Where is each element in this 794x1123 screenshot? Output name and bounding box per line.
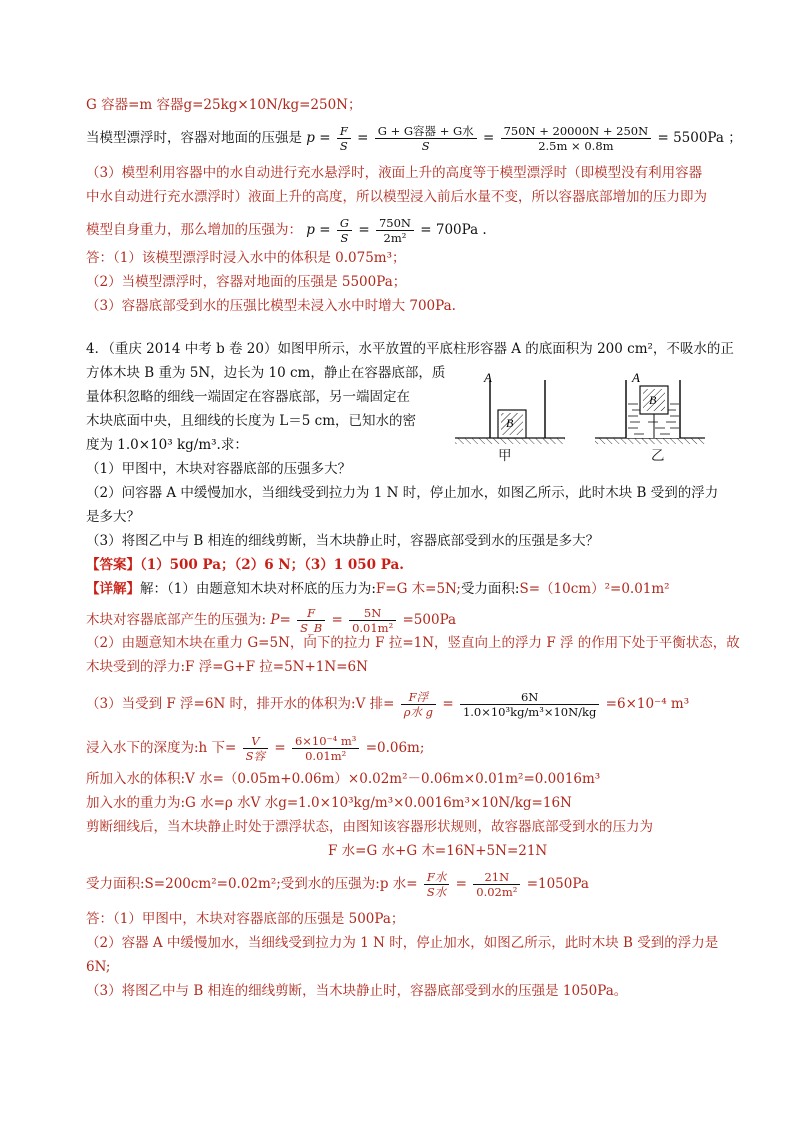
- fraction-values: $\frac{5N}{\text{0.01m²}}$: [349, 606, 396, 635]
- solution-line2: [86, 606, 456, 635]
- text: 浸入水下的深度为:h 下=: [86, 740, 237, 756]
- result: =6×10⁻⁴ m³: [605, 696, 690, 712]
- part3-line2: 中水自动进行充水漂浮时）液面上升的高度，所以模型浸入前后水量不变，所以容器底部增加的压力即为: [86, 189, 707, 205]
- solution-line6: [86, 734, 424, 763]
- question4-line5: 度为 1.0×10³ kg/m³.求：: [86, 437, 248, 453]
- question4-sub2-cont: 是多大？: [86, 509, 140, 525]
- p-symbol: p =: [306, 130, 331, 146]
- question4-line3: 量体积忽略的细线一端固定在容器底部，另一端固定在: [86, 389, 410, 405]
- question4-line4: 木块底面中央，且细线的长度为 L＝5 cm，已知水的密: [86, 413, 416, 429]
- text: 木块对容器底部产生的压强为:: [86, 612, 267, 628]
- ground-left: [455, 438, 565, 444]
- eq: =: [358, 222, 370, 238]
- fraction-values: $\frac{21N}{\text{0.02m²}}$: [473, 870, 520, 899]
- label-a-right: A: [632, 370, 640, 385]
- text: 当模型漂浮时，容器对地面的压强是: [86, 130, 302, 146]
- part3-line1: （3）模型利用容器中的水自动进行充水悬浮时，液面上升的高度等于模型漂浮时（即模型没有利用容器: [86, 165, 703, 181]
- fraction-values: $\frac{750N}{\text{2m²}}$: [376, 216, 414, 245]
- solution-tag: 【详解】: [86, 581, 140, 597]
- question4-sub3: （3）将图乙中与 B 相连的细线剪断，当木块静止时，容器底部受到水的压强是多大？: [86, 533, 600, 549]
- fraction-values: $\frac{\text{6×10⁻⁴ m³}}{\text{0.01m²}}$: [292, 734, 359, 763]
- final-answer-line1: 答：（1）甲图中，木块对容器底部的压强是 500Pa；: [86, 911, 405, 927]
- answer-line3: （3）容器底部受到水的压强比模型未浸入水中时增大 700Pa.: [86, 298, 456, 314]
- text: 受力面积:S=200cm²=0.02m²;受到水的压强为:p 水=: [86, 876, 418, 892]
- eq: =: [455, 876, 467, 892]
- result: =1050Pa: [526, 876, 589, 892]
- p-symbol: p =: [306, 222, 331, 238]
- solution-line11: [86, 870, 589, 899]
- solution-line3: （2）由题意知木块在重力 G=5N，向下的拉力 F 拉=1N，竖直向上的浮力 F 浮 的作用下处于平衡状态，故: [86, 635, 740, 651]
- label-b-right: B: [649, 393, 657, 407]
- fraction-f-over-s: $\frac{\text{F水}}{\text{S水}}$: [424, 870, 449, 899]
- figure-jia: [455, 380, 565, 444]
- part3-line3: [86, 216, 487, 245]
- result: =500Pa: [402, 612, 457, 628]
- text: （3）当受到 F 浮=6N 时，排开水的体积为:V 排=: [86, 696, 395, 712]
- question4-line2: 方体木块 B 重为 5N，边长为 10 cm，静止在容器底部，质: [86, 365, 446, 381]
- fraction-values: $\frac{6N}{\text{1.0×10³kg/m³×10N/kg}}$: [460, 690, 599, 719]
- solution-line1: [86, 580, 670, 598]
- figure-yi: [595, 380, 705, 444]
- answer-line2: （2）当模型漂浮时，容器对地面的压强是 5500Pa；: [86, 274, 407, 290]
- result: = 700Pa .: [420, 222, 487, 238]
- label-a-left: A: [484, 370, 492, 385]
- answer-line1: 答：（1）该模型漂浮时浸入水中的体积是 0.075m³；: [86, 250, 406, 266]
- solution-line8: 加入水的重力为:G 水=ρ 水V 水g=1.0×10³kg/m³×0.0016m³×10N/kg=16N: [86, 795, 572, 811]
- solution-line5: [86, 690, 689, 719]
- p-symbol: P=: [270, 612, 291, 628]
- solution-line4: 木块受到的浮力:F 浮=G+F 拉=5N+1N=6N: [86, 659, 368, 675]
- final-answer-line2: （2）容器 A 中缓慢加水，当细线受到拉力为 1 N 时，停止加水，如图乙所示，此时木块 B 受到的浮力是: [86, 935, 719, 951]
- question4-sub1: （1）甲图中，木块对容器底部的压强多大？: [86, 461, 352, 477]
- force-value: F=G 木=5N;: [375, 581, 461, 597]
- solution-line9: 剪断细线后，当木块静止时处于漂浮状态，由图知该容器形状规则，故容器底部受到水的压力为: [86, 819, 653, 835]
- area-value: S=（10cm）²=0.01m²: [519, 581, 670, 597]
- label-b-left: B: [506, 416, 514, 430]
- gravity-container-line: G 容器=m 容器g=25kg×10N/kg=250N；: [86, 97, 362, 113]
- eq: =: [331, 612, 343, 628]
- text: 模型自身重力，那么增加的压强为：: [86, 222, 302, 238]
- question4-line1: 4．（重庆 2014 中考 b 卷 20）如图甲所示，水平放置的平底柱形容器 A 的底面积为 200 cm²，不吸水的正: [86, 341, 734, 357]
- floating-pressure-line: [86, 124, 742, 153]
- fraction-gsum-over-s: $\frac{\text{G + G容器 + G水}}{S}$: [375, 124, 477, 153]
- ground-right: [595, 438, 705, 444]
- fraction-v-over-s: $\frac{V}{\text{S容}}$: [243, 734, 268, 763]
- experiment-figure: [450, 360, 710, 460]
- fraction-g-over-s: $\frac{G}{S}$: [337, 216, 352, 245]
- result: = 5500Pa ；: [657, 130, 742, 146]
- fraction-values: $\frac{750N + 20000N + 250N}{2.5m \times 0.8m}$: [501, 124, 652, 153]
- caption-yi: 乙: [651, 448, 665, 464]
- final-answer-line2-cont: 6N;: [86, 959, 111, 975]
- solution-line10: F 水=G 水+G 木=16N+5N=21N: [328, 843, 548, 859]
- answer-summary: 【答案】（1）500 Pa；（2）6 N；（3）1 050 Pa.: [86, 557, 404, 573]
- fraction-f-over-sb: $\frac{F}{S\_B}$: [297, 606, 325, 635]
- fraction-buoyancy-over-rho-g: $\frac{\text{F浮}}{\text{ρ水 g}}$: [401, 690, 436, 719]
- solution-line7: 所加入水的体积:V 水=（0.05m+0.06m）×0.02m²－0.06m×0.01m²=0.0016m³: [86, 771, 601, 787]
- question4-sub2: （2）问容器 A 中缓慢加水，当细线受到拉力为 1 N 时，停止加水，如图乙所示，此时木块 B 受到的浮力: [86, 485, 719, 501]
- eq: =: [357, 130, 369, 146]
- text: 解：（1）由题意知木块对杯底的压力为:: [140, 581, 376, 597]
- caption-jia: 甲: [498, 448, 512, 464]
- result: =0.06m;: [365, 740, 425, 756]
- text: 受力面积:: [460, 581, 520, 597]
- eq: =: [482, 130, 495, 146]
- final-answer-line3: （3）将图乙中与 B 相连的细线剪断，当木块静止时，容器底部受到水的压强是 1050Pa。: [86, 983, 628, 999]
- fraction-f-over-s: $\frac{F}{S}$: [337, 124, 351, 153]
- eq: =: [274, 740, 286, 756]
- eq: =: [442, 696, 454, 712]
